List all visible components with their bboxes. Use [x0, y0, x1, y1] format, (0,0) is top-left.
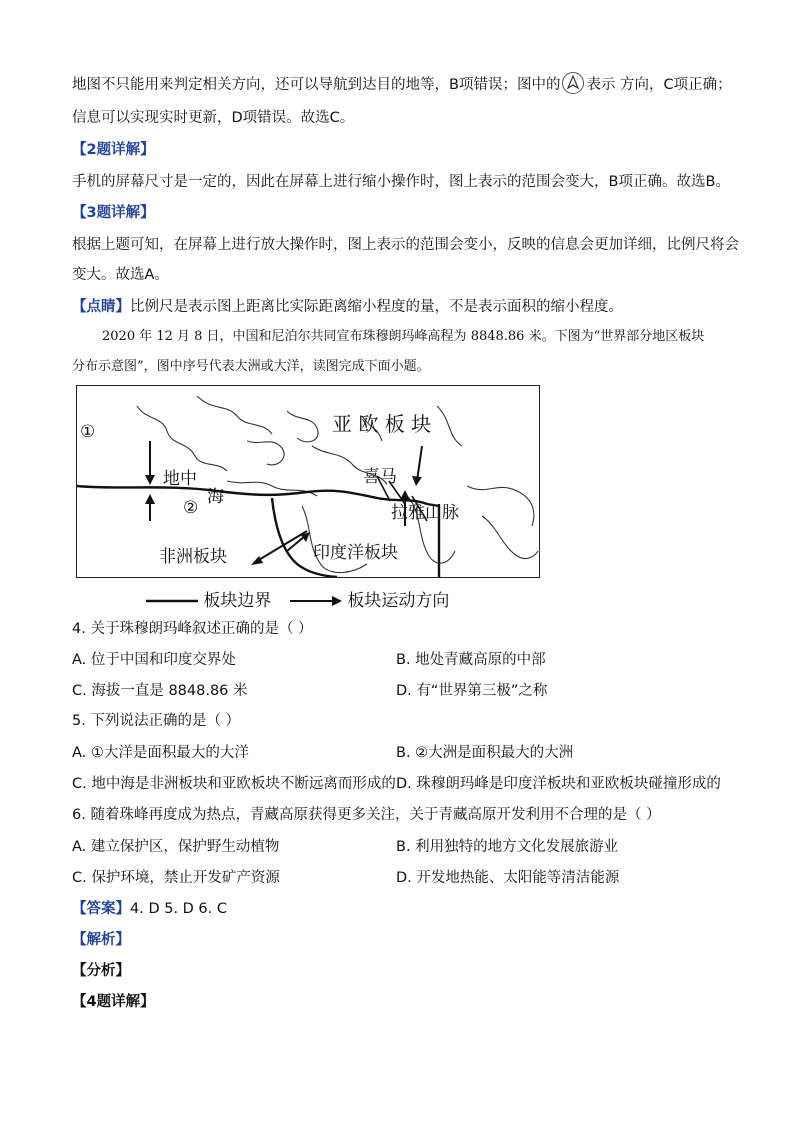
intro-line-2: 分布示意图”，图中序号代表大洲或大洋，读图完成下面小题。	[72, 359, 430, 374]
q3-detail-text-1: 根据上题可知，在屏幕上进行放大操作时，图上表示的范围会变小，反映的信息会更加详细，比例尺将会	[72, 237, 739, 253]
answer-line	[72, 899, 227, 919]
question-6-stem: 6. 随着珠峰再度成为热点，青藏高原获得更多关注，关于青藏高原开发利用不合理的是（ ）	[72, 807, 661, 823]
mediterranean-label-1: 地中	[163, 469, 197, 489]
fenxi-heading: 【分析】	[72, 963, 130, 979]
eurasian-plate-label: 亚 欧 板 块	[332, 412, 432, 436]
question-6-option-c: C. 保护环境，禁止开发矿产资源	[72, 870, 280, 886]
question-5-option-b: B. ②大洲是面积最大的大洲	[396, 745, 574, 761]
question-5-stem: 5. 下列说法正确的是（ ）	[72, 713, 241, 729]
answer-heading: 【答案】	[72, 901, 130, 917]
explanation-line-1	[72, 72, 732, 95]
question-5-option-c: C. 地中海是非洲板块和亚欧板块不断远离而形成的	[72, 776, 396, 792]
question-5-option-a: A. ①大洋是面积最大的大洋	[72, 745, 249, 761]
plate-map-drawing	[77, 386, 539, 577]
african-plate-label: 非洲板块	[159, 547, 227, 567]
plate-map	[76, 385, 540, 578]
intro-line-1: 2020 年 12 月 8 日，中国和尼泊尔共同宣布珠穆朗玛峰高程为 8848.86 米。下图为“世界部分地区板块	[102, 329, 705, 344]
question-4-option-d: D. 有“世界第三极”之称	[396, 683, 548, 699]
continent-marker-2: ②	[183, 498, 199, 518]
tip-heading: 【点睛】	[72, 299, 130, 315]
q2-detail-heading: 【2题详解】	[72, 142, 155, 158]
explanation-text: 地图不只能用来判定相关方向，还可以导航到达目的地等，B项错误；图中的	[72, 77, 561, 93]
motion-arrow-icon	[290, 595, 342, 607]
boundary-line-icon	[146, 596, 198, 606]
mediterranean-label-2: 海	[207, 487, 224, 507]
question-4-option-c: C. 海拔一直是 8848.86 米	[72, 683, 248, 699]
question-6-option-d: D. 开发地热能、太阳能等清洁能源	[396, 870, 620, 886]
ocean-marker-1: ①	[80, 422, 96, 442]
tip-text: 比例尺是表示图上距离比实际距离缩小程度的量，不是表示面积的缩小程度。	[130, 299, 623, 315]
q3-detail-heading: 【3题详解】	[72, 205, 155, 221]
answer-text: 4. D 5. D 6. C	[130, 901, 228, 917]
question-6-option-a: A. 建立保护区，保护野生动植物	[72, 839, 280, 855]
question-4-stem: 4. 关于珠穆朗玛峰叙述正确的是（ ）	[72, 621, 313, 637]
question-4-option-a: A. 位于中国和印度交界处	[72, 652, 236, 668]
legend-motion-label: 板块运动方向	[347, 591, 450, 611]
question-4-option-b: B. 地处青藏高原的中部	[396, 652, 546, 668]
q4-detail-heading: 【4题详解】	[72, 994, 155, 1010]
q2-detail-text: 手机的屏幕尺寸是一定的，因此在屏幕上进行缩小操作时，图上表示的范围会变大，B项正确。故选B。	[72, 174, 730, 190]
legend-boundary	[146, 586, 271, 611]
legend-boundary-label: 板块边界	[203, 591, 272, 611]
explanation-text: 表示 方向，C项正确；	[586, 77, 732, 93]
himalaya-label-1: 喜马	[363, 467, 397, 487]
analysis-heading: 【解析】	[72, 932, 130, 948]
tip-line	[72, 297, 623, 317]
legend-motion	[290, 586, 449, 611]
indian-ocean-plate-label: 印度洋板块	[313, 543, 398, 563]
q3-detail-text-2: 变大。故选A。	[72, 267, 169, 283]
question-6-option-b: B. 利用独特的地方文化发展旅游业	[396, 839, 619, 855]
compass-icon	[562, 72, 584, 94]
explanation-line-2: 信息可以实现实时更新，D项错误。故选C。	[72, 110, 355, 126]
himalaya-label-2: 拉雅山脉	[391, 503, 459, 523]
question-5-option-d: D. 珠穆朗玛峰是印度洋板块和亚欧板块碰撞形成的	[396, 776, 721, 792]
